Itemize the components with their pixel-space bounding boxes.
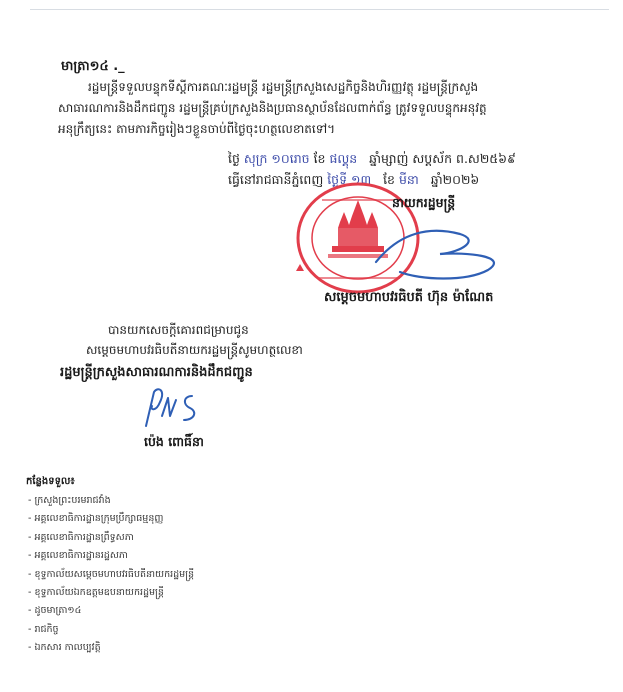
recipients-heading: កន្លែងទទួល៖	[26, 476, 75, 487]
list-item: - ក្រសួងព្រះបរមរាជវាំង	[28, 495, 111, 506]
minister-name: ប៉េង ពោធិ៍នា	[144, 434, 204, 449]
minister-title: រដ្ឋមន្ត្រីក្រសួងសាធារណការនិងដឹកជញ្ជូន	[60, 365, 253, 380]
lunar-date-line	[228, 151, 516, 170]
countersign-line-2: សម្តេចមហាបវរធិបតីនាយករដ្ឋមន្ត្រីសូមហត្ថលេខា	[86, 343, 303, 357]
body-line-3: អនុក្រឹត្យនេះ តាមភារកិច្ចរៀងៗខ្លួនចាប់ពីថ្ងៃចុះហត្ថលេខាតទៅ។	[58, 122, 336, 136]
list-item: - រាជកិច្ច	[28, 623, 59, 635]
signatory-title: នាយករដ្ឋមន្ត្រី	[392, 195, 456, 210]
article-heading: មាត្រា១៤ ._	[61, 59, 125, 74]
top-divider	[30, 9, 609, 10]
gregorian-day: ថ្ងៃទី ១៣	[327, 172, 372, 187]
list-item: - អគ្គលេខាធិការដ្ឋានរដ្ឋសភា	[28, 550, 128, 562]
body-line-1: រដ្ឋមន្ត្រីទទួលបន្ទុកទីស្ដីការគណៈរដ្ឋមន្ត្រី រដ្ឋមន្ត្រីក្រសួងសេដ្ឋកិច្ចនិងហិរញ្ញវត្ថុ រដ្ឋមន្ត្រីក្រសួង	[88, 80, 479, 94]
list-item: - អគ្គលេខាធិការដ្ឋានព្រឹទ្ធសភា	[28, 531, 134, 543]
list-item: - ខុទ្ទកាល័យសម្តេចមហាបវរធិបតីនាយករដ្ឋមន្ត្រី	[28, 568, 195, 580]
lunar-month-prefix: ខែ	[313, 151, 326, 166]
countersign-line-1: បានយកសេចក្តីគោរពជម្រាបជូន	[108, 323, 249, 337]
recipients-list	[28, 492, 194, 658]
signature-icon	[370, 222, 520, 292]
list-item: - ឯកសារ កាលប្បវត្តិ	[28, 642, 101, 654]
lunar-year: ឆ្នាំម្សាញ់ សប្តស័ក ព.ស២៥៦៩	[369, 151, 516, 166]
lunar-day: សុក្រ ១០រោច	[243, 151, 310, 166]
list-item: - ដូចមាត្រា១៤	[28, 605, 82, 617]
minister-signature-icon	[140, 386, 220, 432]
lunar-prefix: ថ្ងៃ	[228, 151, 240, 166]
gregorian-month: មីនា	[398, 172, 419, 187]
list-item: - ខុទ្ទកាល័យឯកឧត្តមឧបនាយករដ្ឋមន្ត្រី	[28, 586, 164, 598]
lunar-month: ផល្គុន	[329, 151, 358, 166]
gregorian-year: ឆ្នាំ២០២៦	[430, 172, 480, 187]
signatory-name: សម្តេចមហាបវរធិបតី ហ៊ុន ម៉ាណែត	[324, 290, 494, 305]
list-item: - អគ្គលេខាធិការដ្ឋានក្រុមប្រឹក្សាធម្មនុញ្ញ	[28, 513, 164, 525]
body-line-2: សាធារណការនិងដឹកជញ្ជូន រដ្ឋមន្ត្រីគ្រប់ក្រសួងនិងប្រធានស្ថាប័នដែលពាក់ព័ន្ធ ត្រូវទទួលបន្ទុកអនុវត្ត	[58, 101, 487, 115]
gregorian-month-prefix: ខែ	[383, 172, 395, 187]
place: ធ្វើនៅរាជធានីភ្នំពេញ	[228, 172, 324, 187]
